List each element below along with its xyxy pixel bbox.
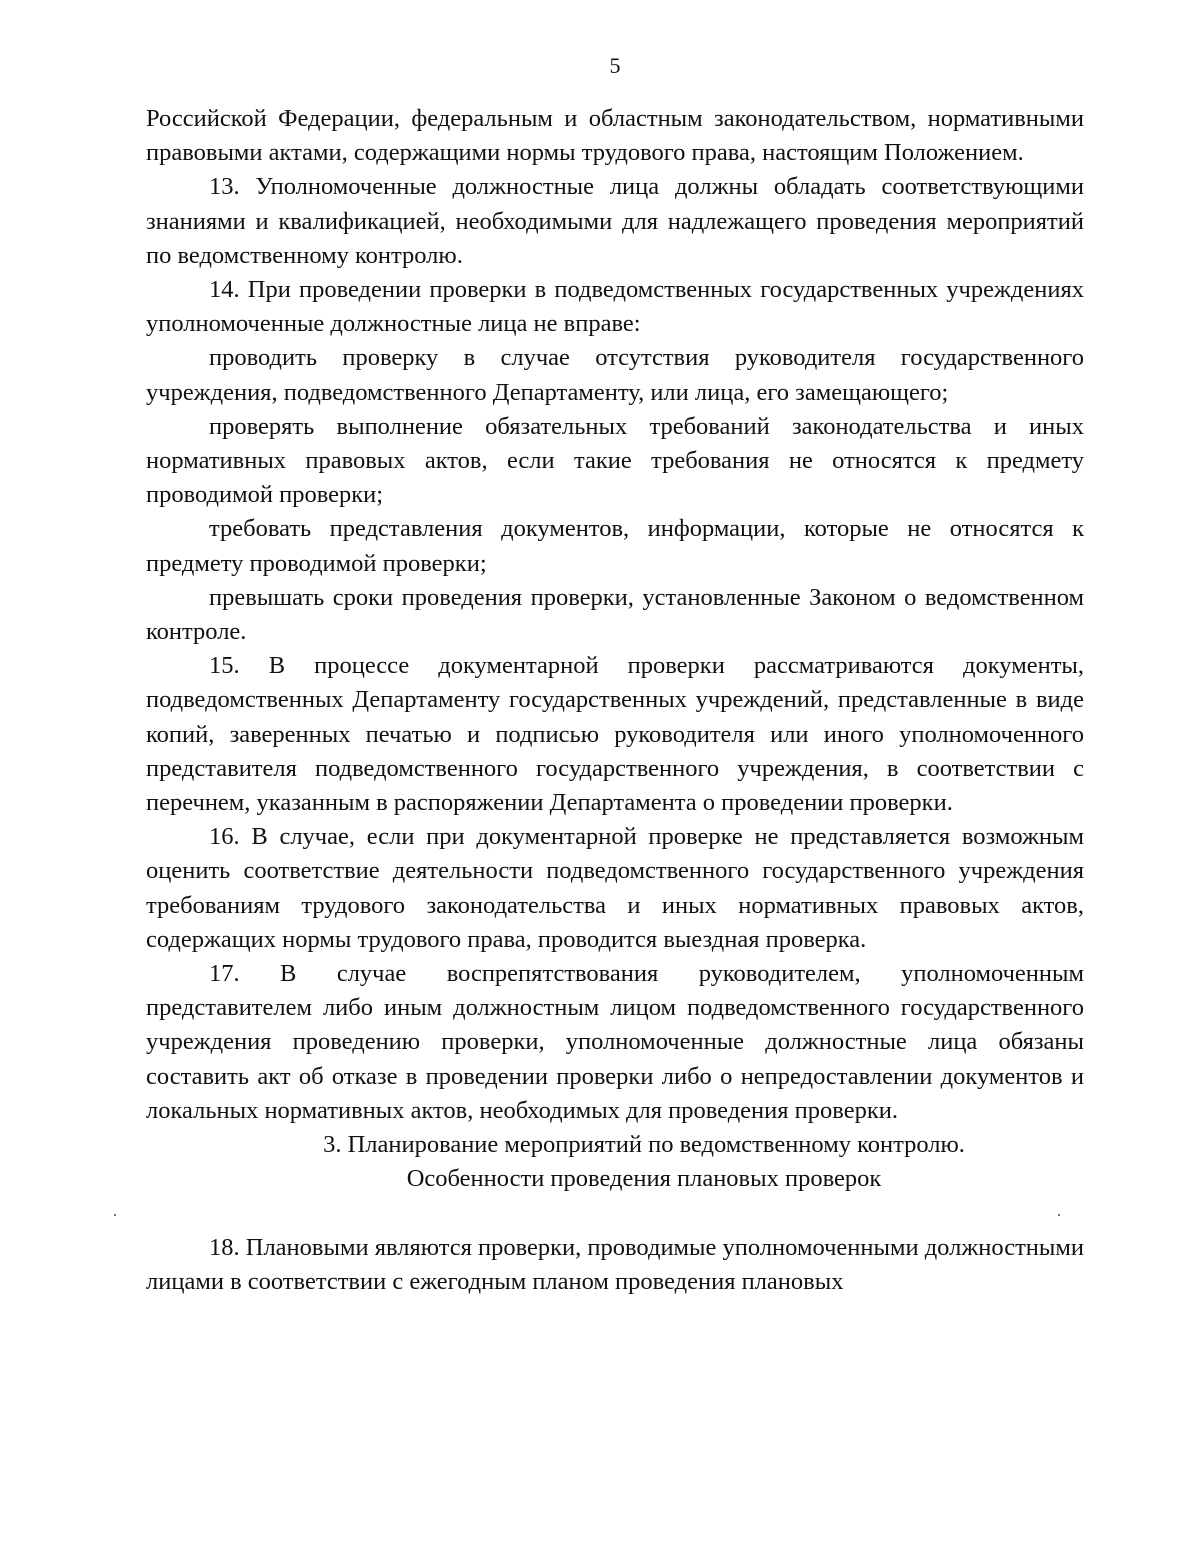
- paragraph-continuation: Российской Федерации, федеральным и областным законодательством, нормативными правовыми актами, содержащими нормы трудового права, настоящим Положением.: [146, 105, 1084, 167]
- paragraphs-top: [146, 102, 1084, 1128]
- paragraph-15: 15. В процессе документарной проверки рассматриваются документы, подведомственных Департаменту государственных учреждений, представленные в виде копий, заверенных печатью и подписью руководителя или иного уполномоченного представителя подведомственного государственного учреждения, в соответствии с перечнем, указанным в распоряжении Департамента о проведении проверки.: [146, 652, 1084, 817]
- paragraph-16: 16. В случае, если при документарной проверке не представляется возможным оценить соответствие деятельности подведомственного государственного учреждения требованиям трудового законодательства и иных нормативных правовых актов, содержащих нормы трудового права, проводится выездная проверка.: [146, 823, 1084, 953]
- section-heading-line-1: 3. Планирование мероприятий по ведомственному контролю.: [323, 1131, 965, 1159]
- paragraph-14-item-4: превышать сроки проведения проверки, установленные Законом о ведомственном контроле.: [146, 583, 1084, 646]
- document-body: [146, 102, 1084, 1299]
- paragraph-13: 13. Уполномоченные должностные лица должны обладать соответствующими знаниями и квалификацией, необходимыми для надлежащего проведения мероприятий по ведомственному контролю.: [146, 173, 1084, 269]
- paragraph-17: 17. В случае воспрепятствования руководителем, уполномоченным представителем либо иным должностным лицом подведомственного государственного учреждения проведению проверки, уполномоченные должностные лица обязаны составить акт об отказе в проведении проверки либо о непредоставлении документов и локальных нормативных актов, необходимых для проведения проверки.: [146, 960, 1084, 1124]
- paragraph-18: 18. Плановыми являются проверки, проводимые уполномоченными должностными лицами в соответствии с ежегодным планом проведения плановых: [146, 1233, 1084, 1295]
- paragraphs-bottom: [146, 1231, 1084, 1299]
- scan-speck: [114, 1214, 116, 1216]
- paragraph-14-item-1: проводить проверку в случае отсутствия руководителя государственного учреждения, подведомственного Департаменту, или лица, его замещающего;: [146, 344, 1084, 406]
- scan-speck: [1058, 1214, 1060, 1216]
- page-number: 5: [609, 53, 621, 78]
- paragraph-14-item-3: требовать представления документов, информации, которые не относятся к предмету проводимой проверки;: [146, 515, 1084, 577]
- paragraph-14-item-2: проверять выполнение обязательных требований законодательства и иных нормативных правовых актов, если такие требования не относятся к предмету проводимой проверки;: [146, 412, 1084, 509]
- heading-spacer: [146, 1197, 1084, 1231]
- section-heading-line-2: Особенности проведения плановых проверок: [406, 1165, 882, 1193]
- paragraph-14: 14. При проведении проверки в подведомственных государственных учреждениях уполномоченные должностные лица не вправе:: [146, 276, 1084, 338]
